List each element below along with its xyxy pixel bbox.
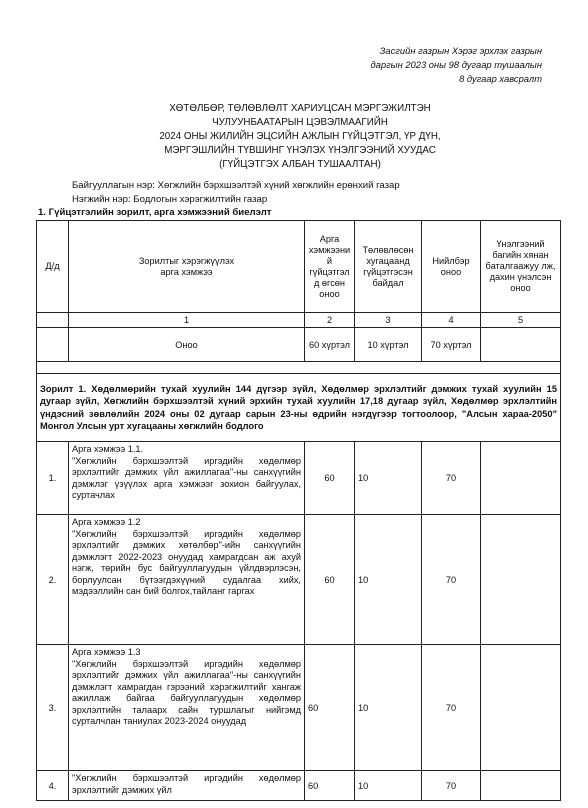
- performance-score: 60: [305, 645, 355, 771]
- activity-cell: [69, 442, 305, 515]
- header-activity-line-1: Зорилтыг хэрэгжүүлэх: [138, 255, 235, 266]
- timeliness-score: 10: [355, 442, 422, 515]
- activity-cell: [69, 515, 305, 645]
- score-row-empty: [37, 328, 69, 362]
- title-line-2: ЧУЛУУНБААТАРЫН ЦЭВЭЛМААГИЙН: [212, 117, 388, 128]
- table-row: [37, 771, 561, 801]
- header-no: Д/д: [37, 221, 69, 313]
- table-row: [37, 645, 561, 771]
- timeliness-score: 10: [355, 515, 422, 645]
- performance-table: [36, 220, 561, 801]
- document-title: [90, 102, 510, 172]
- table-row: [37, 515, 561, 645]
- row-number: 1.: [37, 442, 69, 515]
- approval-line-1: Засгийн газрын Хэрэг эрхлэх газрын: [379, 45, 542, 56]
- activity-cell: [69, 645, 305, 771]
- header-total-score: Нийлбэр оноо: [422, 221, 481, 313]
- column-number: 4: [422, 313, 481, 328]
- performance-score: 60: [305, 515, 355, 645]
- header-activity-line-2: арга хэмжээ: [160, 266, 213, 277]
- activity-title: Арга хэмжээ 1.1.: [72, 444, 144, 454]
- header-row: [37, 221, 561, 313]
- review-score: [481, 515, 561, 645]
- activity-title: Арга хэмжээ 1.2: [72, 517, 141, 527]
- header-performance-score: Арга хэмжээни й гүйцэтгэл д өгсөн оноо: [305, 221, 355, 313]
- total-score: 70: [422, 515, 481, 645]
- column-number: 1: [69, 313, 305, 328]
- timeliness-score: 10: [355, 771, 422, 801]
- title-line-3: 2024 ОНЫ ЖИЛИЙН ЭЦСИЙН АЖЛЫН ГҮЙЦЭТГЭЛ, ҮР ДҮН,: [159, 131, 441, 142]
- total-score: 70: [422, 442, 481, 515]
- spacer-cell: [37, 362, 561, 374]
- row-number: 4.: [37, 771, 69, 801]
- column-number-row: [37, 313, 561, 328]
- performance-score: 60: [305, 771, 355, 801]
- activity-text: "Хөгжлийн бэрхшээлтэй иргэдийн хөдөлмөр эрхлэлтийг дэмжих үйл ажиллагаа"-ны санхүүгийн дэмжлэг үзүүлэх арга хэмжээг зохион байгуулах, суртачлах: [72, 455, 301, 500]
- organization-name: Байгууллагын нэр: Хөгжлийн бэрхшээлтэй хүний хөгжлийн ерөнхий газар: [72, 180, 400, 191]
- row-number: 3.: [37, 645, 69, 771]
- score-max-timeliness: 10 хүртэл: [355, 328, 422, 362]
- table-row: [37, 442, 561, 515]
- spacer-row: [37, 362, 561, 374]
- column-number: 5: [481, 313, 561, 328]
- activity-cell: [69, 771, 305, 801]
- activity-text: "Хөгжлийн бэрхшээлтэй иргэдийн хөдөлмөр эрхлэлтийг дэмжих хөтөлбөр"-ийн санхүүгийн дэмжлэгт 2022-2023 онуудад хамрагдсан аж ахуй нэгж, төрийн бус байгууллагуудын үйлдвэрлэсэн, борлуулсан бүтээгдэхүүний судалгаа хийх, мэдээллийн сан бий болгох,тайланг гаргах: [72, 528, 301, 596]
- score-max-performance: 60 хүртэл: [305, 328, 355, 362]
- score-row-review-empty: [481, 328, 561, 362]
- header-timeliness: Төлөвлөсөн хугацаанд гүйцэтгэсэн байдал: [355, 221, 422, 313]
- score-max-total: 70 хүртэл: [422, 328, 481, 362]
- score-label: Оноо: [69, 328, 305, 362]
- review-score: [481, 771, 561, 801]
- approval-line-2: даргын 2023 оны 98 дугаар тушаалын: [370, 59, 542, 70]
- unit-name: Нэгжийн нэр: Бодлогын хэрэгжилтийн газар: [72, 194, 268, 205]
- column-number-empty: [37, 313, 69, 328]
- review-score: [481, 645, 561, 771]
- column-number: 3: [355, 313, 422, 328]
- header-activity: [69, 221, 305, 313]
- task-1-text: Зорилт 1. Хөдөлмөрийн тухай хуулийн 144 дүгээр зүйл, Хөдөлмөр эрхлэлтийг дэмжих тухай хуулийн 15 дугаар зүйл, Хөгжлийн бэрхшээлтэй хүний эрхийн тухай хуулийн 17,18 дугаар зүйл, Хөдөлмөр эрхлэлтийн үндэсний зөвлөлийн 2024 оны 02 дугаар сарын 23-ны өдрийн нэгдүгээр тогтоолоор, "Алсын хараа-2050" Монгол Улсын урт хугацааны хөгжлийн бодлого: [40, 383, 557, 431]
- approval-line-3: 8 дугаар хавсралт: [459, 73, 542, 84]
- header-review-score: Үнэлгээний багийн хянан баталгаажуу лж, дахин үнэлсэн оноо: [481, 221, 561, 313]
- approval-note: [342, 44, 542, 86]
- timeliness-score: 10: [355, 645, 422, 771]
- section-heading: 1. Гүйцэтгэлийн зорилт, арга хэмжээний биелэлт: [38, 207, 272, 218]
- title-line-4: МЭРГЭШЛИЙН ТҮВШИНГ ҮНЭЛЭХ ҮНЭЛГЭЭНИЙ ХУУДАС: [164, 145, 436, 156]
- activity-title: Арга хэмжээ 1.3: [72, 647, 141, 657]
- activity-text: "Хөгжлийн бэрхшээлтэй иргэдийн хөдөлмөр эрхлэлтийг дэмжих үйл: [72, 773, 301, 795]
- performance-score: 60: [305, 442, 355, 515]
- title-line-5: (ГҮЙЦЭТГЭХ АЛБАН ТУШААЛТАН): [219, 159, 381, 170]
- total-score: 70: [422, 771, 481, 801]
- total-score: 70: [422, 645, 481, 771]
- task-row: [37, 374, 561, 442]
- column-number: 2: [305, 313, 355, 328]
- task-1-description: [37, 374, 561, 442]
- score-row: [37, 328, 561, 362]
- title-line-1: ХӨТӨЛБӨР, ТӨЛӨВЛӨЛТ ХАРИУЦСАН МЭРГЭЖИЛТЭН: [169, 103, 431, 114]
- activity-text: "Хөгжлийн бэрхшээлтэй иргэдийн хөдөлмөр эрхлэлтийг дэмжих үйл ажиллагаа"-ны санхүүгийн дэмжлэгт хамрагдан гэрээний хэрэгжилтийг хангаж ажиллаж байгаа байгууллагуудын хөдөлмөр эрхлэлтийн талаарх сайн туршлагыг нийгэмд сурталчлан таниулах 2023-2024 онуудад: [72, 658, 301, 726]
- row-number: 2.: [37, 515, 69, 645]
- review-score: [481, 442, 561, 515]
